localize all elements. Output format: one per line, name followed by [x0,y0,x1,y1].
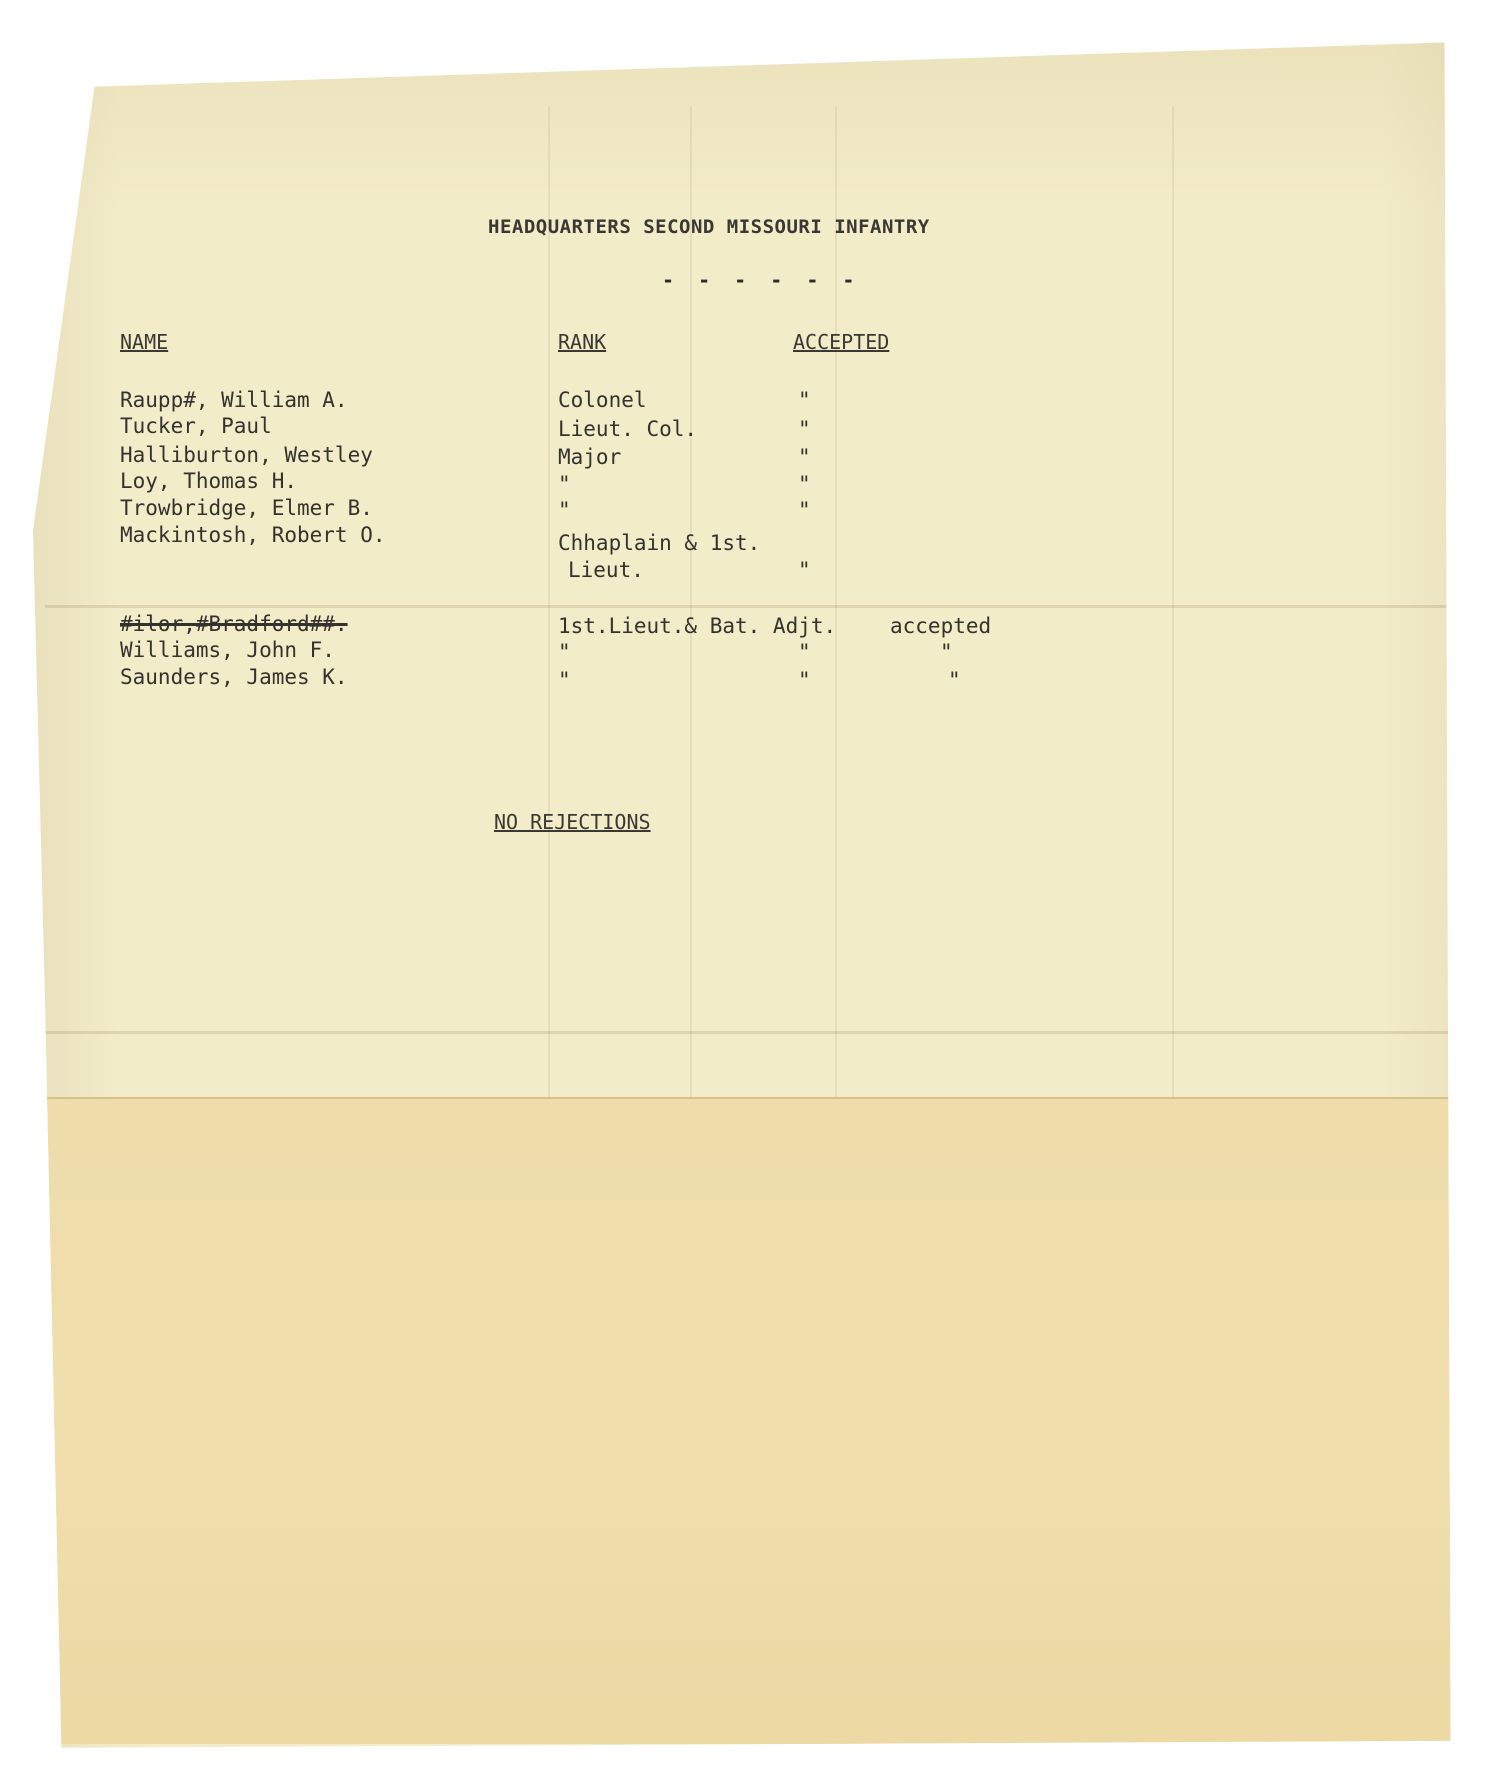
column-header-accepted: ACCEPTED [793,330,890,354]
fold-line [45,605,1448,608]
row-rank: 1st.Lieut.& Bat. Adjt. [558,614,837,638]
row-accepted: " [798,558,811,582]
row-name: Williams, John F. [120,638,335,662]
row-accepted: " [798,472,811,496]
fold-line [45,1031,1448,1034]
row-rank: " [558,498,571,522]
no-rejections-note: NO REJECTIONS [494,810,651,834]
row-rank: " [558,668,571,692]
row-accepted: " [940,640,953,664]
row-rank: " [558,472,571,496]
row-name: Saunders, James K. [120,665,348,689]
row-accepted: " [798,417,811,441]
row-rank: Colonel [558,388,647,412]
row-name: Trowbridge, Elmer B. [120,496,373,520]
column-header-name: NAME [120,330,169,354]
row-name-struck: #ilor,#Bradford##. [120,612,348,636]
row-name: Halliburton, Westley [120,443,373,467]
row-rank: Lieut. Col. [558,417,698,441]
row-rank: Chhaplain & 1st. [558,531,761,555]
row-accepted: " [798,498,811,522]
row-rank: Major [558,445,622,469]
row-rank: " [558,640,571,664]
title-separator: - - - - - - [662,268,861,292]
row-name: Tucker, Paul [120,414,272,438]
lower-folded-panel [45,1097,1473,1745]
row-accepted: " [948,668,961,692]
document-title: HEADQUARTERS SECOND MISSOURI INFANTRY [488,216,930,238]
row-name: Loy, Thomas H. [120,469,298,493]
row-accepted: " [798,445,811,469]
row-accepted: accepted [890,614,992,638]
row-rank-continued: Lieut. [568,558,644,582]
row-accepted: " [798,388,811,412]
column-header-rank: RANK [558,330,607,354]
row-ditto: " [798,640,811,664]
row-name: Raupp#, William A. [120,388,348,412]
row-ditto: " [798,668,811,692]
row-name: Mackintosh, Robert O. [120,523,386,547]
